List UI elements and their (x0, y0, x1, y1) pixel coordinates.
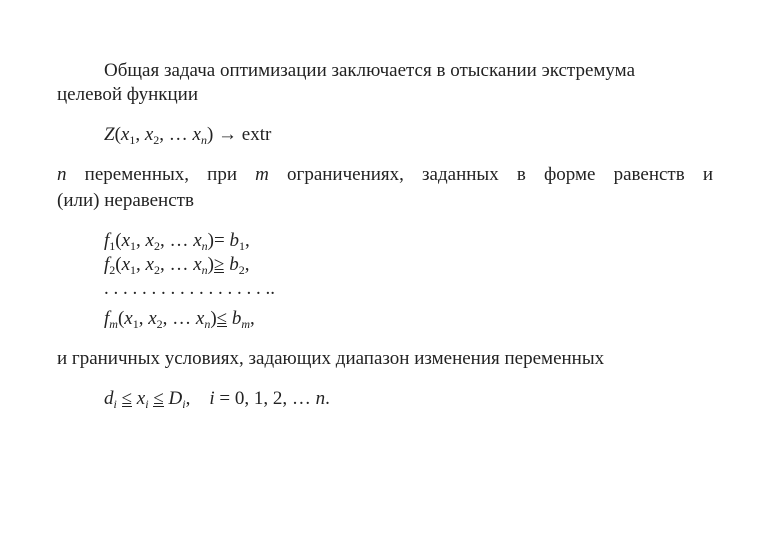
constraint-m-ellipsis: … (172, 308, 192, 329)
constraint-2-xn: x (193, 254, 202, 275)
constraint-m-xn: x (195, 308, 205, 329)
vars-m: m (255, 164, 269, 185)
constraint-2-relation: ≥ (214, 254, 225, 275)
bounds-formula (104, 388, 330, 410)
objective-ellipsis: … (168, 124, 188, 145)
vars-n: n (57, 164, 67, 185)
constraint-m-b: b (231, 308, 242, 329)
constraint-2-end: , (244, 254, 250, 275)
constraint-1-x2-sub: 2 (153, 239, 160, 253)
bounds-D: D (168, 388, 183, 409)
bounds-le-1: ≤ (121, 388, 133, 409)
vars-line-1 (57, 164, 713, 186)
constraint-m-x2-sub: 2 (156, 317, 163, 331)
constraint-2-b: b (229, 254, 239, 275)
bounds-x: x (136, 388, 146, 409)
constraint-2-x1: x (121, 254, 131, 275)
objective-x1: x (120, 124, 130, 145)
objective-fn: Z (104, 124, 115, 145)
intro-line-2: целевой функции (57, 84, 199, 105)
constraint-1: $f_1(x_1$, $x_2$, … $x_n)= b_1$, (104, 230, 250, 253)
constraint-1-end: , (244, 230, 250, 251)
objective-arrow: → (218, 124, 238, 145)
constraint-2-bsub: 2 (238, 263, 245, 277)
constraint-2-x1-sub: 1 (130, 263, 137, 277)
constraint-2-f: f (104, 254, 110, 275)
bounds-comma: , (185, 388, 191, 409)
objective-x2: x (144, 124, 154, 145)
constraint-dots: . . . . . . . . . . . . . . . . . .. (104, 278, 275, 299)
constraint-m-f: f (104, 308, 110, 329)
constraint-1-xn-sub: n (201, 239, 208, 253)
constraint-m-x2: x (148, 308, 157, 329)
constraint-2-ellipsis: … (169, 254, 189, 275)
constraint-m-relation: ≤ (216, 308, 228, 329)
constraint-1-x1-sub: 1 (130, 239, 137, 253)
bounds-text: и граничных условиях, задающих диапазон изменения переменных (57, 348, 605, 369)
bounds-n: n (315, 388, 326, 409)
bounds-dot: . (325, 388, 330, 409)
bounds-d-sub: i (113, 397, 117, 411)
constraint-2-x2-sub: 2 (153, 263, 160, 277)
vars-part-1: переменных, при (84, 164, 237, 185)
constraint-m-x1-sub: 1 (132, 317, 139, 331)
bounds-range: = 0, 1, 2, … (219, 388, 316, 409)
constraint-1-relation: = (214, 230, 225, 251)
objective-sub-n: n (200, 133, 207, 147)
constraint-1-xn: x (193, 230, 202, 251)
objective-formula: $Z(x_1$, $x_2$, … $x_n$) → extr (104, 124, 272, 147)
constraint-1-bsub: 1 (238, 239, 245, 253)
constraint-m-end: , (250, 308, 255, 329)
constraint-1-ellipsis: … (169, 230, 189, 251)
constraint-2-fsub: 2 (109, 263, 116, 277)
constraint-1-f: f (104, 230, 110, 251)
bounds-x-sub: i (145, 397, 149, 411)
constraint-m-fsub: m (109, 317, 118, 331)
constraint-1-x2: x (145, 230, 154, 251)
objective-xn: x (192, 124, 201, 145)
intro-line-1: Общая задача оптимизации заключается в отыскании экстремума (104, 60, 635, 81)
bounds-d: d (104, 388, 114, 409)
objective-extr: extr (241, 124, 272, 145)
constraint-m-xn-sub: n (204, 317, 211, 331)
constraint-1-b: b (229, 230, 239, 251)
bounds-D-sub: i (182, 397, 186, 411)
bounds-le-2: ≤ (153, 388, 164, 409)
vars-part-2: ограничениях, заданных в форме равенств и (287, 164, 714, 185)
constraint-2-x2: x (145, 254, 154, 275)
vars-line-2: (или) неравенств (57, 190, 194, 211)
constraint-2: $f_2(x_1$, $x_2$, … $x_n)\ge b_2$, (104, 254, 250, 277)
objective-sub-1: 1 (129, 133, 136, 147)
objective-sub-2: 2 (153, 133, 160, 147)
constraint-1-x1: x (121, 230, 131, 251)
constraint-m-x1: x (124, 308, 133, 329)
bounds-i: i (209, 388, 215, 409)
constraint-m: $f_m(x_1$, $x_2$, … $x_n)\le b_m$, (104, 308, 255, 331)
constraint-1-fsub: 1 (109, 239, 116, 253)
constraint-m-bsub: m (241, 317, 251, 331)
constraint-2-xn-sub: n (201, 263, 208, 277)
